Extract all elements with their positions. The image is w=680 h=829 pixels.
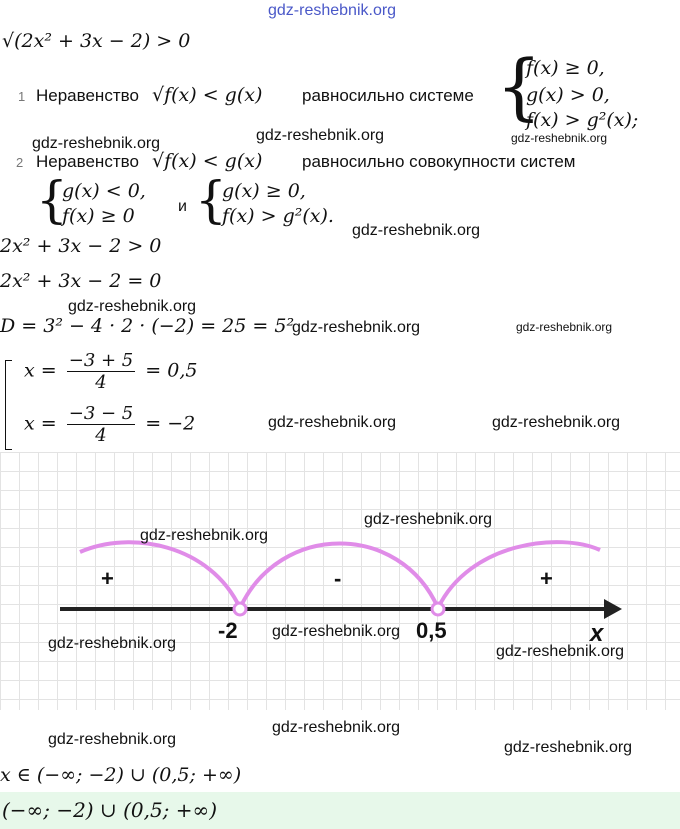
watermark: gdz-reshebnik.org [504,739,633,756]
system-line: g(x) > 0, [526,84,610,106]
watermark: gdz-reshebnik.org [272,623,401,640]
system-line: g(x) < 0, [62,180,146,202]
axis-arrow-icon [604,599,622,619]
root-2: x = $\frac{-3 - 5}{4}$ = −2 [24,403,196,446]
problem-inequality: √(2x² + 3x − 2) > 0 [2,30,191,52]
connector-text: и [178,198,187,215]
step-equation: 2x² + 3x − 2 = 0 [0,270,162,292]
watermark: gdz-reshebnik.org [32,135,161,152]
watermark: gdz-reshebnik.org [511,131,608,145]
system-line: f(x) > g²(x); [526,109,639,131]
point-label: 0,5 [416,618,447,643]
discriminant: D = 3² − 4 · 2 · (−2) = 25 = 5² [0,315,295,337]
sign-label: - [334,566,342,591]
watermark: gdz-reshebnik.org [364,511,493,528]
root-1: x = $\frac{-3 + 5}{4}$ = 0,5 [24,350,198,393]
rule-number: 2 [16,155,24,170]
system-line: f(x) ≥ 0 [62,205,135,227]
watermark: gdz-reshebnik.org [140,527,269,544]
watermark: gdz-reshebnik.org [292,319,421,336]
rule-math: √f(x) < g(x) [152,84,263,106]
solution-set: x ∈ (−∞; −2) ∪ (0,5; +∞) [0,764,242,786]
system-brace: { [195,171,227,229]
watermark: gdz-reshebnik.org [68,298,197,315]
watermark: gdz-reshebnik.org [352,222,481,239]
system-line: f(x) > g²(x). [222,205,334,227]
watermark: gdz-reshebnik.org [256,127,385,144]
sign-arc [438,542,600,608]
axis-label: x [590,620,604,647]
rule-number: 1 [18,89,26,104]
watermark: gdz-reshebnik.org [48,731,177,748]
system-line: g(x) ≥ 0, [222,180,306,202]
watermark: gdz-reshebnik.org [492,414,621,431]
watermark: gdz-reshebnik.org [268,414,397,431]
rule-text: Неравенство [36,152,139,171]
watermark: gdz-reshebnik.org [516,320,613,334]
sign-label: + [540,566,553,591]
point-label: -2 [218,618,238,643]
watermark: gdz-reshebnik.org [268,2,397,19]
system-brace: { [36,171,68,229]
step-inequality: 2x² + 3x − 2 > 0 [0,235,162,257]
watermark: gdz-reshebnik.org [496,643,625,660]
rule-math: √f(x) < g(x) [152,150,263,172]
rule-text: равносильно системе [302,86,474,105]
watermark: gdz-reshebnik.org [48,635,177,652]
system-brace: { [496,44,542,128]
answer-text: (−∞; −2) ∪ (0,5; +∞) [2,798,217,822]
rule-text: равносильно совокупности систем [302,152,576,171]
watermark: gdz-reshebnik.org [272,719,401,736]
system-line: f(x) ≥ 0, [526,57,605,79]
rule-text: Неравенство [36,86,139,105]
roots-bracket [5,360,12,450]
point-marker [234,603,246,615]
sign-label: + [101,566,114,591]
point-marker [432,603,444,615]
